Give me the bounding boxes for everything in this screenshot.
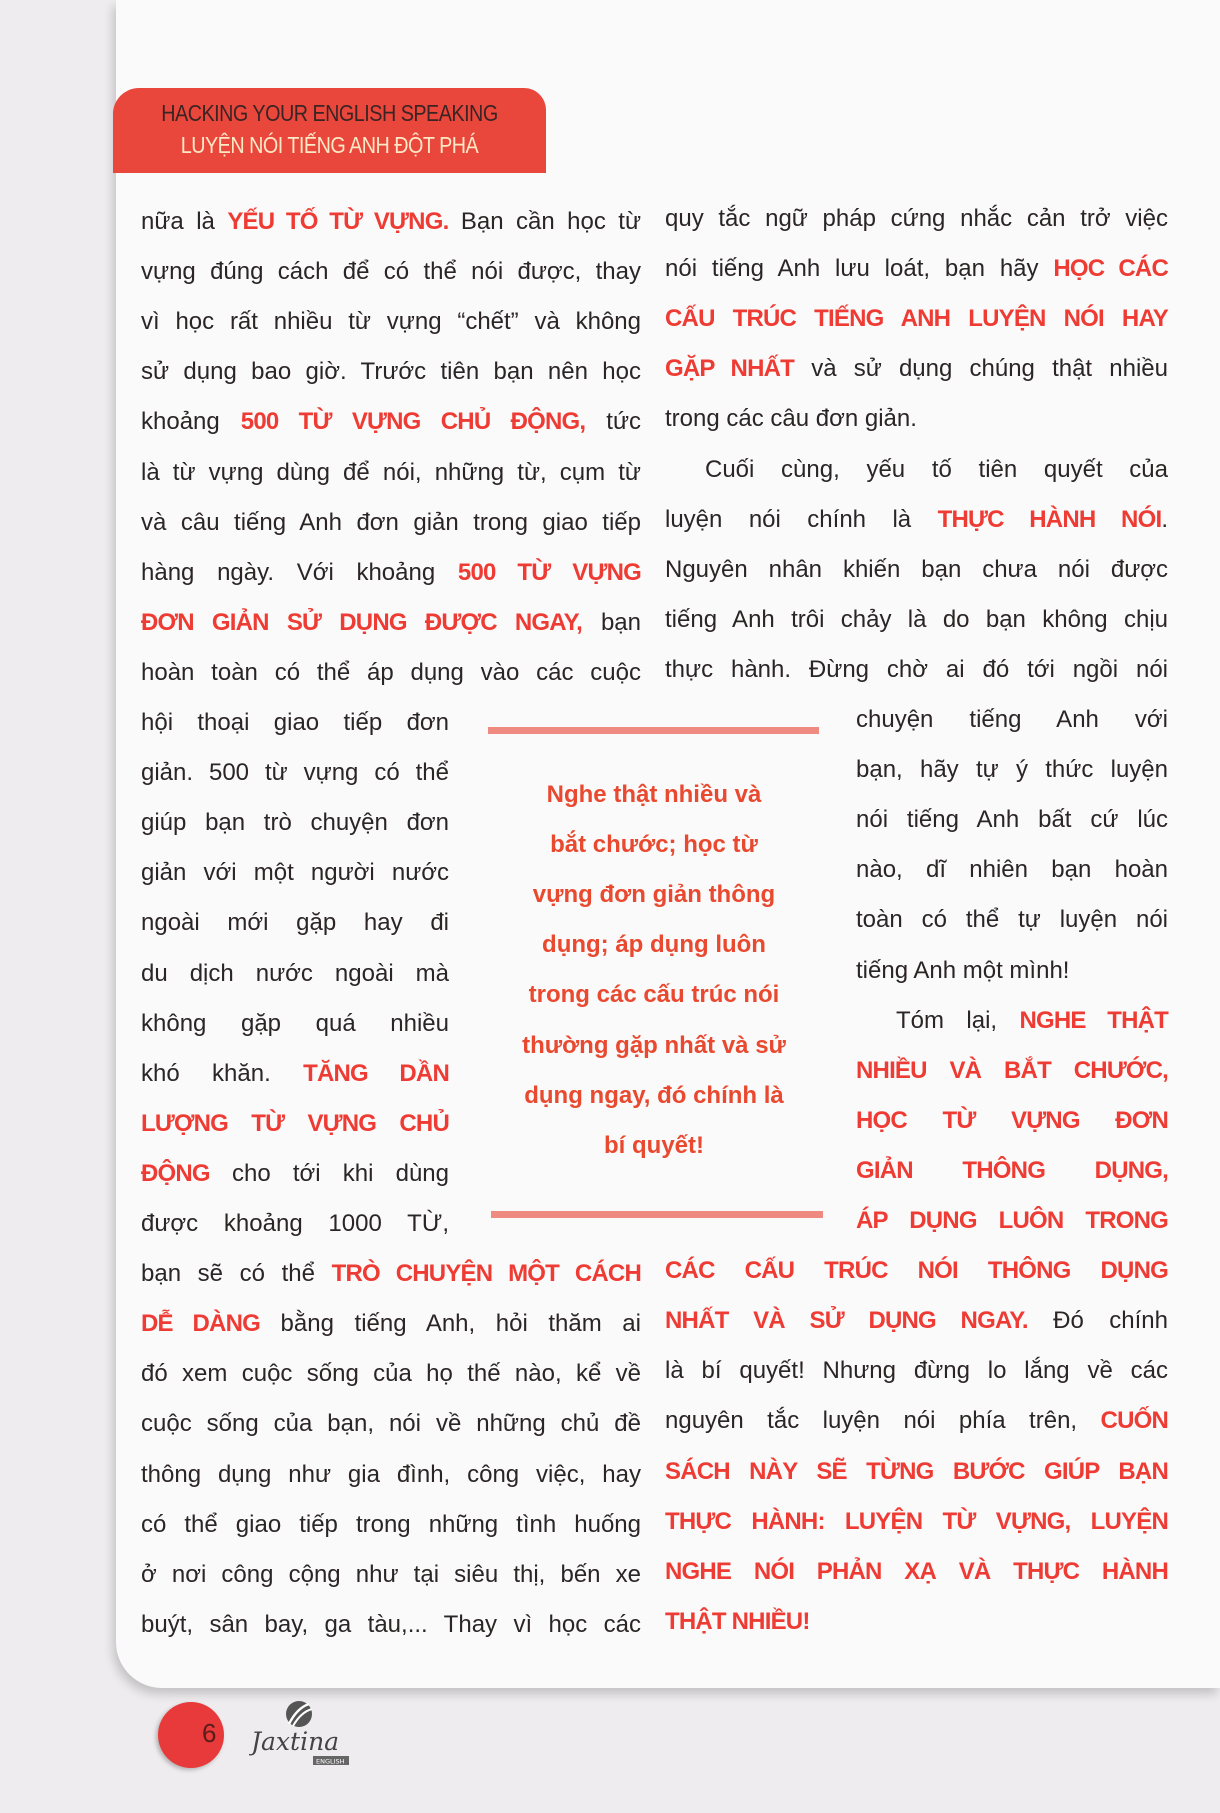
body-text: quy tắc ngữ pháp cứng nhắc cản trở việc [665, 205, 1168, 232]
emphasis-text: ĐỘNG [141, 1159, 210, 1187]
text-line [141, 848, 449, 898]
text-line [141, 1199, 449, 1249]
emphasis-text: THỰC HÀNH: LUYỆN TỪ VỰNG, LUYỆN [665, 1507, 1168, 1535]
header-title-english: HACKING YOUR ENGLISH SPEAKING [161, 100, 498, 126]
body-text: Đó chính [1027, 1307, 1168, 1335]
emphasis-text: TĂNG DẦN [303, 1059, 449, 1087]
body-text: sử dụng bao giờ. Trước tiên bạn nên học [141, 358, 641, 386]
body-text: luyện nói chính là [665, 505, 938, 533]
pull-quote-bottom-rule [491, 1211, 823, 1218]
emphasis-text: ÁP DỤNG LUÔN TRONG [856, 1207, 1168, 1234]
text-line [141, 397, 641, 447]
pull-quote-line: vựng đơn giản thông [532, 881, 776, 909]
emphasis-text: 500 TỪ VỰNG [457, 558, 641, 586]
text-line [141, 247, 641, 297]
pull-quote-line: dụng ngay, đó chính là [524, 1081, 784, 1109]
text-line [665, 194, 1168, 244]
text-line [141, 698, 449, 748]
pull-quote-line: dụng; áp dụng luôn [542, 931, 766, 959]
text-line [665, 1547, 1168, 1597]
text-line [141, 648, 641, 698]
text-line [665, 344, 1168, 394]
emphasis-text: CÁC CẤU TRÚC NÓI THÔNG DỤNG [665, 1257, 1168, 1285]
body-text: đó xem cuộc sống của họ thế nào, kể về [141, 1360, 641, 1388]
body-text: khoảng [141, 408, 241, 436]
body-text: bằng tiếng Anh, hỏi thăm ai [259, 1310, 641, 1338]
body-text: và câu tiếng Anh đơn giản trong giao tiếp [141, 508, 641, 536]
svg-text:ENGLISH: ENGLISH [316, 1757, 345, 1766]
text-line [856, 795, 1168, 845]
body-text: hội thoại giao tiếp đơn [141, 709, 449, 736]
text-line [665, 394, 1168, 444]
body-text: nào, dĩ nhiên bạn hoàn [856, 856, 1168, 884]
body-text: được khoảng 1000 TỪ, [141, 1210, 449, 1237]
emphasis-text: GIẢN THÔNG DỤNG, [856, 1156, 1168, 1184]
body-text: khó khăn. [141, 1059, 304, 1087]
text-line [856, 996, 1168, 1046]
jaxtina-logo [249, 1700, 359, 1772]
text-line [141, 1349, 641, 1399]
text-line [141, 1049, 449, 1099]
text-line [141, 949, 449, 999]
body-text: tức [585, 408, 642, 436]
body-text: giản với một người nước [141, 859, 449, 887]
body-text: hoàn toàn có thể áp dụng vào các cuộc [141, 658, 641, 686]
pull-quote-line: bí quyết! [604, 1131, 704, 1159]
body-text: nữa là [141, 208, 228, 235]
body-text: . [1161, 505, 1168, 533]
body-text: cuộc sống của bạn, nói về những chủ đề [141, 1410, 641, 1438]
text-line [856, 1046, 1168, 1096]
text-line [141, 347, 641, 397]
running-header [113, 88, 546, 173]
text-line [141, 1550, 641, 1600]
body-text: Nguyên nhân khiến bạn chưa nói được [665, 555, 1168, 583]
text-line [665, 1246, 1168, 1296]
text-line [665, 244, 1168, 294]
text-line [665, 445, 1168, 495]
emphasis-text: TRÒ CHUYỆN MỘT CÁCH [331, 1260, 641, 1288]
text-line [141, 1450, 641, 1500]
body-text: ngoài mới gặp hay đi [141, 909, 449, 937]
header-title-vietnamese: LUYỆN NÓI TIẾNG ANH ĐỘT PHÁ [180, 132, 479, 158]
body-text: là từ vựng dùng để nói, những từ, cụm từ [141, 458, 641, 486]
pull-quote-top-rule [488, 727, 819, 734]
text-line [141, 999, 449, 1049]
svg-text:Jaxtina: Jaxtina [251, 1727, 340, 1756]
emphasis-text: THẬT NHIỀU! [665, 1607, 810, 1635]
text-line [141, 548, 641, 598]
body-text: không gặp quá nhiều [141, 1009, 449, 1037]
text-line [665, 1447, 1168, 1497]
text-line [856, 745, 1168, 795]
text-line [856, 695, 1168, 745]
text-line [856, 845, 1168, 895]
body-text: có thể giao tiếp trong những tình huống [141, 1510, 641, 1538]
body-text: giúp bạn trò chuyện đơn [141, 809, 449, 837]
pull-quote-line: Nghe thật nhiều và [546, 781, 762, 808]
body-text: bạn [582, 608, 641, 636]
text-line [141, 197, 641, 247]
emphasis-text: NGHE THẬT [1019, 1006, 1169, 1034]
body-text: bạn, hãy tự ý thức luyện [856, 756, 1168, 784]
emphasis-text: DỄ DÀNG [141, 1310, 260, 1338]
body-text: giản. 500 từ vựng có thể [141, 759, 449, 787]
text-line [856, 895, 1168, 945]
emphasis-text: YẾU TỐ TỪ VỰNG. [227, 208, 449, 235]
body-text: và sử dụng chúng thật nhiều [794, 355, 1168, 383]
emphasis-text: THỰC HÀNH NÓI [937, 505, 1162, 533]
emphasis-text: SÁCH NÀY SẼ TỪNG BƯỚC GIÚP BẠN [665, 1457, 1168, 1485]
text-line [665, 1597, 1168, 1647]
emphasis-text: HỌC TỪ VỰNG ĐƠN [856, 1106, 1168, 1134]
text-line [141, 1299, 641, 1349]
body-text: nói tiếng Anh lưu loát, bạn hãy [665, 255, 1054, 283]
body-text: Bạn cần học từ [448, 208, 642, 235]
text-line [665, 545, 1168, 595]
body-text: Tóm lại, [896, 1006, 1020, 1034]
text-line [856, 946, 1168, 996]
body-text: nói tiếng Anh bất cứ lúc [856, 806, 1168, 834]
emphasis-text: HỌC CÁC [1053, 255, 1168, 283]
body-text: Cuối cùng, yếu tố tiên quyết của [705, 455, 1168, 483]
emphasis-text: ĐƠN GIẢN SỬ DỤNG ĐƯỢC NGAY, [141, 608, 583, 636]
text-line [141, 1249, 641, 1299]
text-line [665, 1296, 1168, 1346]
text-line [856, 1146, 1168, 1196]
text-line [856, 1096, 1168, 1146]
emphasis-text: NGHE NÓI PHẢN XẠ VÀ THỰC HÀNH [665, 1557, 1168, 1585]
text-line [665, 1396, 1168, 1446]
text-line [141, 598, 641, 648]
text-line [665, 1497, 1168, 1547]
body-text: vựng đúng cách để có thể nói được, thay [141, 258, 641, 286]
text-line [665, 294, 1168, 344]
body-text: tiếng Anh trôi chảy là do bạn không chịu [665, 605, 1168, 633]
body-text: thông dụng như gia đình, công việc, hay [141, 1460, 641, 1488]
text-line [665, 595, 1168, 645]
emphasis-text: NHẤT VÀ SỬ DỤNG NGAY. [665, 1307, 1028, 1335]
body-text: bạn sẽ có thể [141, 1260, 332, 1288]
pull-quote-line: trong các cấu trúc nói [528, 981, 780, 1009]
body-text: du dịch nước ngoài mà [141, 959, 449, 987]
body-text: nguyên tắc luyện nói phía trên, [665, 1407, 1101, 1435]
text-line [141, 498, 641, 548]
text-line [141, 297, 641, 347]
text-line [141, 1500, 641, 1550]
body-text: cho tới khi dùng [209, 1159, 449, 1187]
body-text: chuyện tiếng Anh với [856, 706, 1168, 733]
text-line [665, 645, 1168, 695]
emphasis-text: CẤU TRÚC TIẾNG ANH LUYỆN NÓI HAY [665, 305, 1168, 333]
body-text: buýt, sân bay, ga tàu,... Thay vì học các [141, 1610, 641, 1638]
text-line [665, 495, 1168, 545]
text-line [141, 798, 449, 848]
emphasis-text: GẶP NHẤT [665, 355, 795, 383]
emphasis-text: NHIỀU VÀ BẮT CHƯỚC, [856, 1056, 1168, 1084]
body-text: hàng ngày. Với khoảng [141, 558, 458, 586]
text-line [141, 1600, 641, 1650]
body-text: thực hành. Đừng chờ ai đó tới ngồi nói [665, 655, 1168, 683]
text-line [141, 1399, 641, 1449]
pull-quote-line: thường gặp nhất và sử [522, 1031, 786, 1059]
emphasis-text: LƯỢNG TỪ VỰNG CHỦ [141, 1109, 449, 1137]
text-line [856, 1196, 1168, 1246]
body-text: là bí quyết! Nhưng đừng lo lắng về các [665, 1357, 1168, 1385]
body-text: tiếng Anh một mình! [856, 956, 1070, 984]
body-text: ở nơi công cộng như tại siêu thị, bến xe [141, 1560, 641, 1588]
text-line [141, 1099, 449, 1149]
emphasis-text: CUỐN [1100, 1407, 1168, 1435]
page-number: 6 [202, 1718, 217, 1748]
text-line [141, 448, 641, 498]
text-line [141, 748, 449, 798]
text-line [141, 1149, 449, 1199]
text-line [141, 898, 449, 948]
body-text: toàn có thể tự luyện nói [856, 906, 1168, 934]
pull-quote-line: bắt chước; học từ [550, 831, 758, 859]
body-text: trong các câu đơn giản. [665, 405, 917, 433]
text-line [665, 1346, 1168, 1396]
emphasis-text: 500 TỪ VỰNG CHỦ ĐỘNG, [240, 408, 586, 436]
body-text: vì học rất nhiều từ vựng “chết” và không [141, 308, 641, 336]
